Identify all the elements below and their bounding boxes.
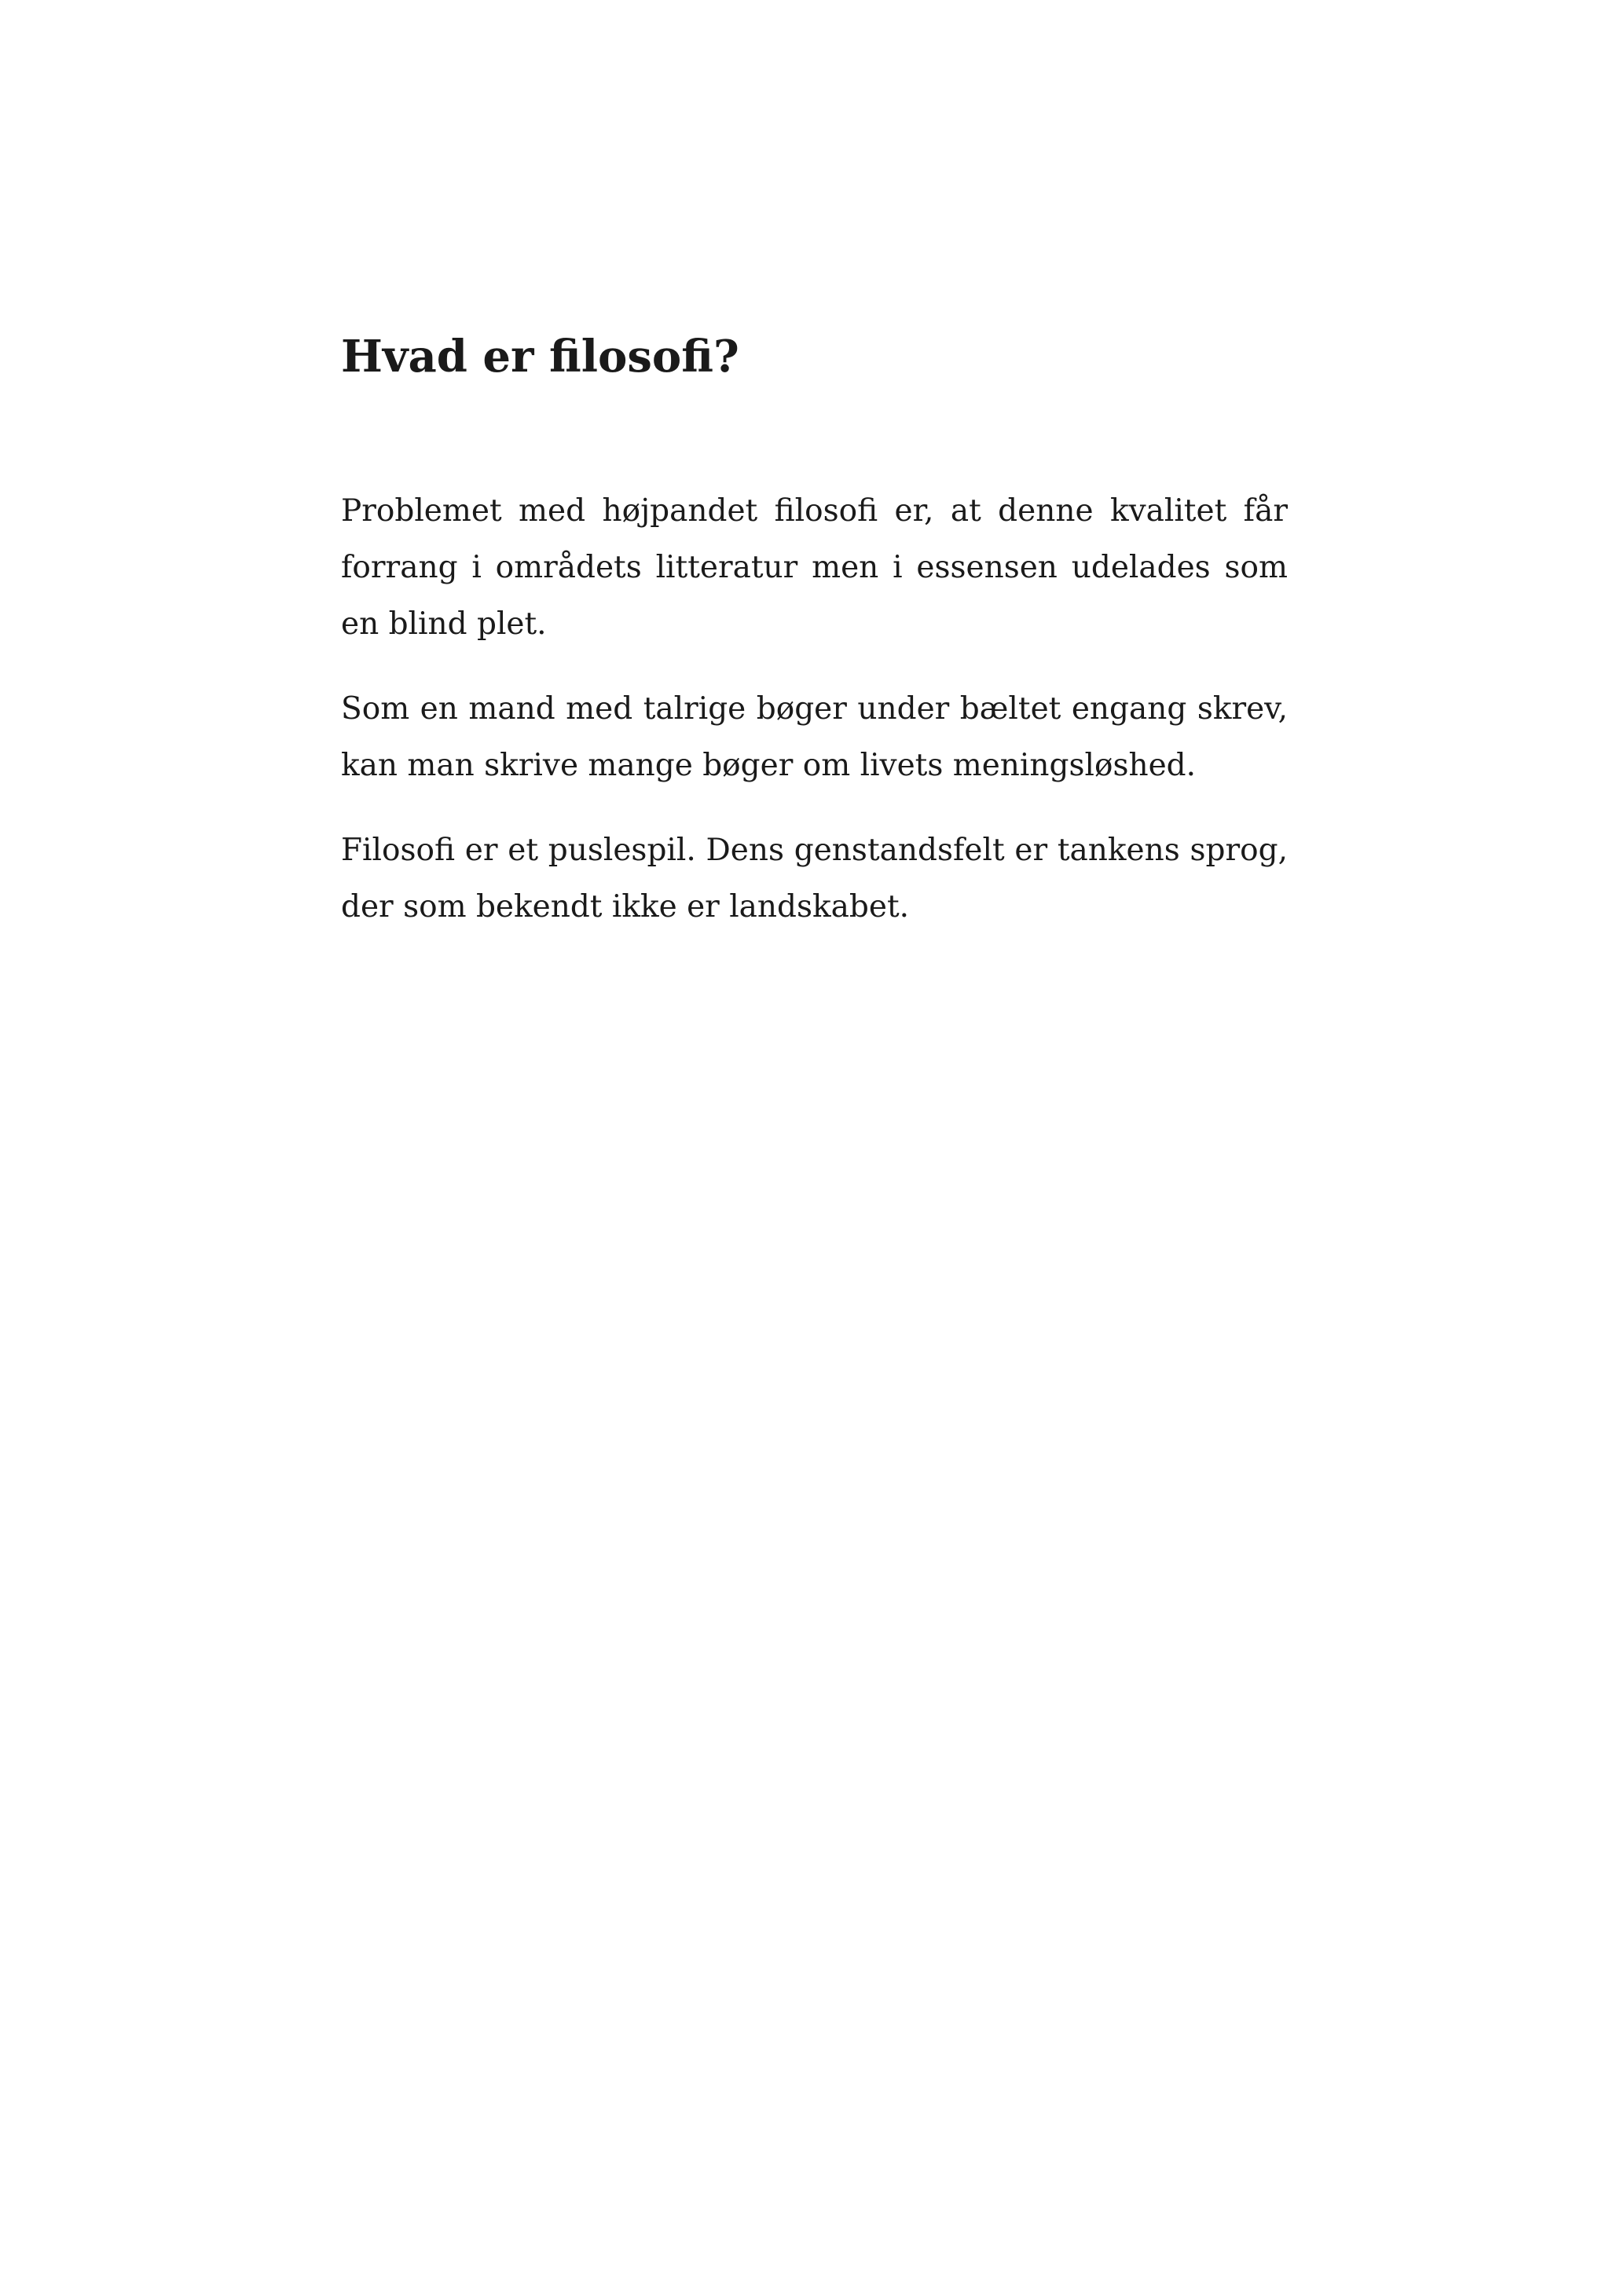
paragraph-1: Problemet med højpandet filosofi er, at denne kvalitet får forrang i områdets litteratur men i essensen udelades som en blind plet. [341,493,1288,642]
document-body [341,320,1288,964]
paragraph-2: Som en mand med talrige bøger under bæltet engang skrev, kan man skrive mange bøger om livets meningsløshed. [341,691,1288,783]
document-title: Hvad er filosofi? [341,331,739,383]
paragraph-3: Filosofi er et puslespil. Dens genstandsfelt er tankens sprog, der som bekendt ikke er landskabet. [341,833,1288,925]
